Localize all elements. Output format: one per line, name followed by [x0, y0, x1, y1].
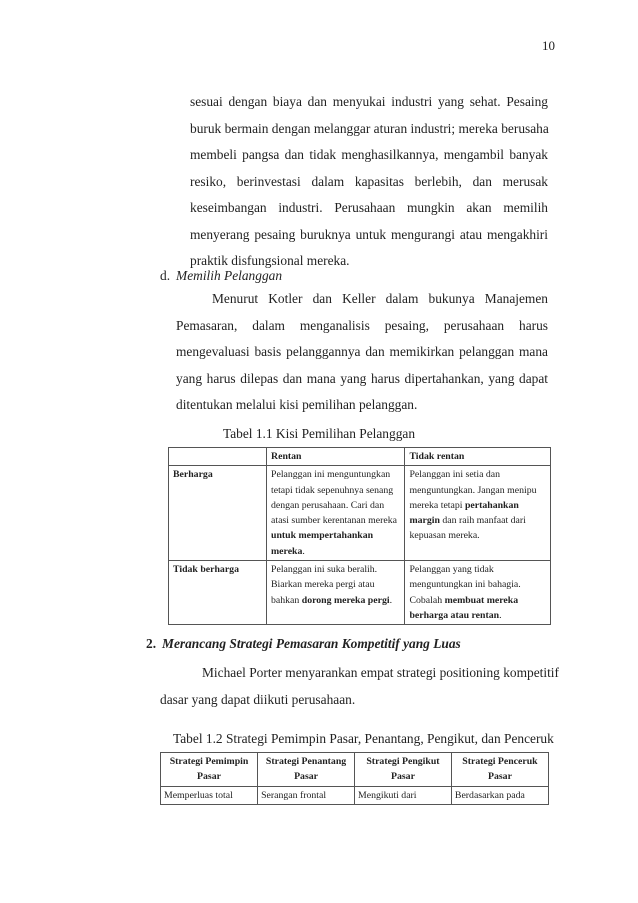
subsection-heading-memilih-pelanggan	[160, 268, 282, 284]
paragraph-kotler-keller	[176, 286, 548, 419]
table-row	[169, 466, 551, 561]
text-line: mengevaluasi basis pelanggannya dan memikirkan pelanggan mana	[176, 344, 548, 359]
text-line: menyerang pesaing buruknya untuk mengurangi atau mengakhiri	[190, 226, 548, 242]
subsection-title: Memilih Pelanggan	[176, 268, 283, 283]
row-label: Tidak berharga	[173, 564, 239, 576]
text-line: buruk bermain dengan melanggar aturan industri; mereka berusaha	[190, 120, 549, 136]
cell-text: Pelanggan ini menguntungkan tetapi tidak sepenuhnya senang dengan perusahaan. Cari dan atasi sumber kerentanan mereka	[271, 469, 397, 527]
cell-text-end: .	[499, 609, 502, 621]
paragraph-michael-porter	[160, 660, 559, 713]
text-line: yang harus dilepas dan mana yang harus dipertahankan, yang dapat	[176, 370, 548, 386]
row-label-cell	[169, 561, 267, 625]
text-line: Michael Porter menyarankan empat strategi positioning kompetitif	[202, 665, 559, 680]
cell-bold-text: membuat mereka berharga atau rentan	[409, 594, 519, 621]
cell-text-end: .	[389, 594, 393, 606]
text-line: dasar yang dapat diikuti perusahaan.	[160, 691, 356, 707]
text-line: sesuai dengan biaya dan menyukai industri yang sehat. Pesaing	[190, 94, 548, 109]
cell-bold-text: dorong mereka pergi	[301, 594, 390, 606]
table-cell: Berdasarkan pada	[451, 787, 548, 805]
table-header-cell: Rentan	[267, 448, 405, 466]
competitive-strategy-table	[160, 752, 549, 805]
table-header-row	[169, 448, 551, 466]
table2-caption: Tabel 1.2 Strategi Pemimpin Pasar, Penantang, Pengikut, dan Penceruk	[173, 731, 554, 746]
text-line: ditentukan melalui kisi pemilihan pelanggan.	[176, 397, 418, 412]
table-row	[169, 561, 551, 625]
cell-text: Pelanggan yang tidak menguntungkan ini bahagia. Cobalah	[409, 564, 521, 606]
cell-bold-text: pertahankan margin	[409, 499, 519, 527]
table-cell	[267, 466, 405, 561]
text-line: Pemasaran, dalam menganalisis pesaing, perusahaan harus	[176, 317, 548, 333]
cell-text-end: .	[302, 545, 305, 557]
table-cell	[405, 466, 551, 561]
cell-bold-text: untuk mempertahankan mereka	[271, 530, 374, 557]
text-line: keseimbangan industri. Perusahaan mungkin akan memilih	[190, 200, 548, 215]
table-header-row	[161, 753, 549, 787]
table-header-cell: Strategi Pengikut Pasar	[355, 753, 452, 787]
text-line: Menurut Kotler dan Keller dalam bukunya Manajemen	[212, 291, 548, 306]
cell-text-end: dan raih manfaat dari kepuasan mereka.	[409, 515, 526, 542]
customer-selection-grid-table	[168, 447, 551, 625]
table-cell: Serangan frontal	[258, 787, 355, 805]
section-heading-strategi-kompetitif	[146, 636, 461, 652]
text-line: praktik disfungsional mereka.	[190, 253, 350, 268]
text-line: resiko, berinvestasi dalam kapasitas berlebih, dan merusak	[190, 173, 548, 189]
page-number: 10	[542, 38, 555, 53]
row-label: Berharga	[173, 469, 213, 481]
table-row	[161, 787, 549, 805]
table-cell: Mengikuti dari	[355, 787, 452, 805]
text-line: membeli pangsa dan tidak menghasilkannya, mengambil banyak	[190, 147, 548, 162]
table-cell: Memperluas total	[161, 787, 258, 805]
table-header-cell: Strategi Penceruk Pasar	[451, 753, 548, 787]
section-number: 2.	[146, 636, 157, 651]
table-header-cell: Strategi Penantang Pasar	[258, 753, 355, 787]
cell-text: Pelanggan ini suka beralih. Biarkan mereka pergi atau bahkan	[271, 564, 378, 606]
paragraph-pesaing-continued	[190, 89, 548, 275]
subsection-letter: d.	[160, 268, 171, 283]
row-label-cell	[169, 466, 267, 561]
cell-text: Pelanggan ini setia dan menguntungkan. Jangan menipu mereka tetapi	[409, 469, 537, 511]
table1-caption: Tabel 1.1 Kisi Pemilihan Pelanggan	[222, 426, 416, 441]
table-cell	[405, 561, 551, 625]
table-cell	[267, 561, 405, 625]
table-header-cell	[169, 448, 267, 466]
table-header-cell: Strategi Pemimpin Pasar	[161, 753, 258, 787]
table-header-cell: Tidak rentan	[405, 448, 551, 466]
section-title: Merancang Strategi Pemasaran Kompetitif yang Luas	[162, 636, 461, 651]
